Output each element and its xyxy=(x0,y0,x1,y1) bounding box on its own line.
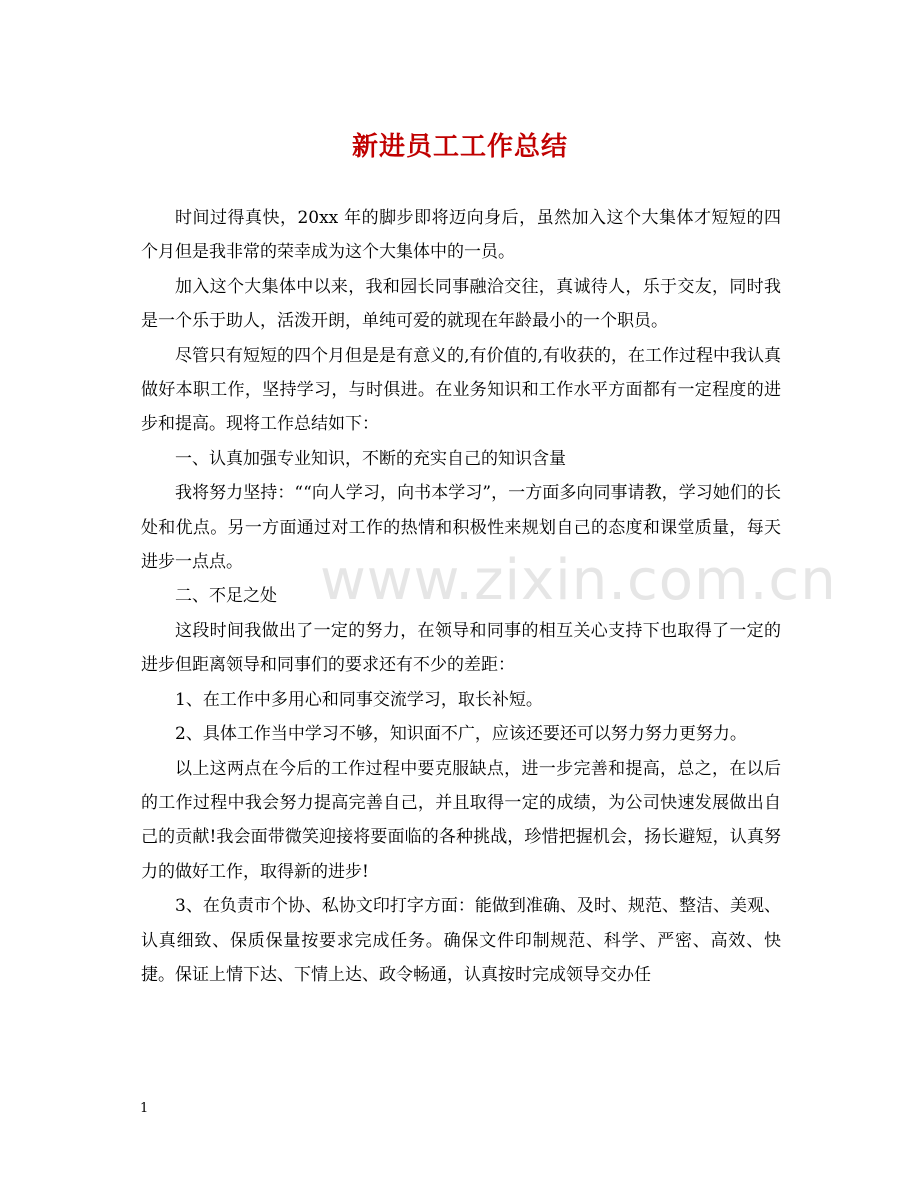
document-title: 新进员工工作总结 xyxy=(351,132,568,162)
document-body xyxy=(141,201,781,992)
page-number: 1 xyxy=(140,1101,149,1116)
paragraph: 我将努力坚持：““向人学习，向书本学习”，一方面多向同事请教，学习她们的长处和优点。另一方面通过对工作的热情和积极性来规划自己的态度和课堂质量，每天进步一点点。 xyxy=(141,483,781,573)
paragraph: 这段时间我做出了一定的努力，在领导和同事的相互关心支持下也取得了一定的进步但距离领导和同事们的要求还有不少的差距： xyxy=(141,620,781,676)
paragraph: 时间过得真快，20xx 年的脚步即将迈向身后，虽然加入这个大集体才短短的四个月但是我非常的荣幸成为这个大集体中的一员。 xyxy=(141,208,781,263)
paragraph: 尽管只有短短的四个月但是是有意义的,有价值的,有收获的，在工作过程中我认真做好本职工作，坚持学习，与时俱进。在业务知识和工作水平方面都有一定程度的进步和提高。现将工作总结如下： xyxy=(141,345,781,435)
section-heading: 二、不足之处 xyxy=(175,586,277,607)
section-heading: 一、认真加强专业知识，不断的充实自己的知识含量 xyxy=(175,448,566,469)
list-item: 3、在负责市个协、私协文印打字方面：能做到准确、及时、规范、整洁、美观、认真细致、保质保量按要求完成任务。确保文件印制规范、科学、严密、高效、快捷。保证上情下达、下情上达、政令畅通，认真按时完成领导交办任 xyxy=(141,896,781,985)
paragraph: 加入这个大集体中以来，我和园长同事融洽交往，真诚待人，乐于交友，同时我是一个乐于助人，活泼开朗，单纯可爱的就现在年龄最小的一个职员。 xyxy=(141,276,781,332)
paragraph: 以上这两点在今后的工作过程中要克服缺点，进一步完善和提高，总之，在以后的工作过程中我会努力提高完善自己，并且取得一定的成绩，为公司快速发展做出自己的贡献!我会面带微笑迎接将要面临的各种挑战，珍惜把握机会，扬长避短，认真努力的做好工作，取得新的进步! xyxy=(141,758,781,882)
list-item: 2、具体工作当中学习不够，知识面不广，应该还要还可以努力努力更努力。 xyxy=(175,724,747,745)
watermark-text: www.zixin.com.cn xyxy=(320,548,837,613)
list-item: 1、在工作中多用心和同事交流学习，取长补短。 xyxy=(175,689,543,710)
